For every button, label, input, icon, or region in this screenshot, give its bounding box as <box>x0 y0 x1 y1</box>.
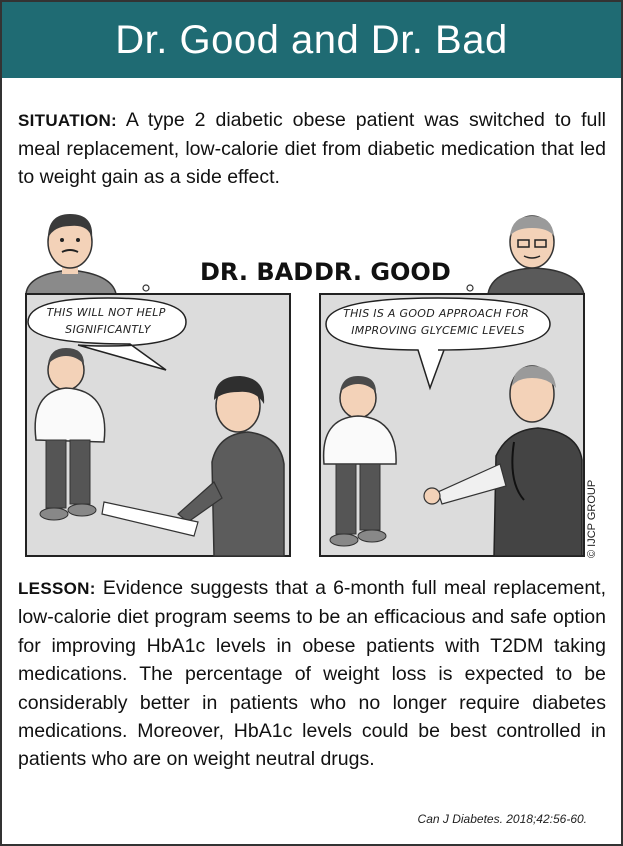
page-title: Dr. Good and Dr. Bad <box>2 2 621 78</box>
lesson-label: LESSON: <box>18 579 96 598</box>
dr-bad-panel <box>26 294 290 556</box>
citation: Can J Diabetes. 2018;42:56-60. <box>417 812 587 826</box>
thought-dot <box>143 285 149 291</box>
dr-bad-speech-text: THIS WILL NOT HELP SIGNIFICANTLY <box>46 306 166 336</box>
copyright-credit: © IJCP GROUP <box>586 479 598 558</box>
dr-good-panel <box>320 294 584 556</box>
dr-good-sign: DR. GOOD <box>314 258 451 286</box>
comic-illustration <box>18 202 608 562</box>
lesson-paragraph <box>18 574 606 774</box>
thought-dot <box>467 285 473 291</box>
situation-text: A type 2 diabetic obese patient was switched to full meal replacement, low-calorie diet from diabetic medication that led to weight gain as a side effect. <box>18 109 606 188</box>
dr-good-portrait <box>488 216 584 294</box>
dr-good-speech-text: THIS IS A GOOD APPROACH FOR IMPROVING GLYCEMIC LEVELS <box>343 307 530 337</box>
lesson-text: Evidence suggests that a 6-month full meal replacement, low-calorie diet program seems to be an efficacious and safe option for improving HbA1c levels in obese patients with T2DM taking medications. The percentage of weight loss is expected to be considerably better in patients who no longer require diabetes medications. Moreover, HbA1c levels could be best controlled in patients who are on weight neutral drugs. <box>18 577 606 771</box>
dr-bad-sign: DR. BAD <box>200 258 314 286</box>
situation-label: SITUATION: <box>18 111 118 130</box>
situation-paragraph <box>18 106 606 191</box>
dr-bad-portrait <box>26 214 116 294</box>
